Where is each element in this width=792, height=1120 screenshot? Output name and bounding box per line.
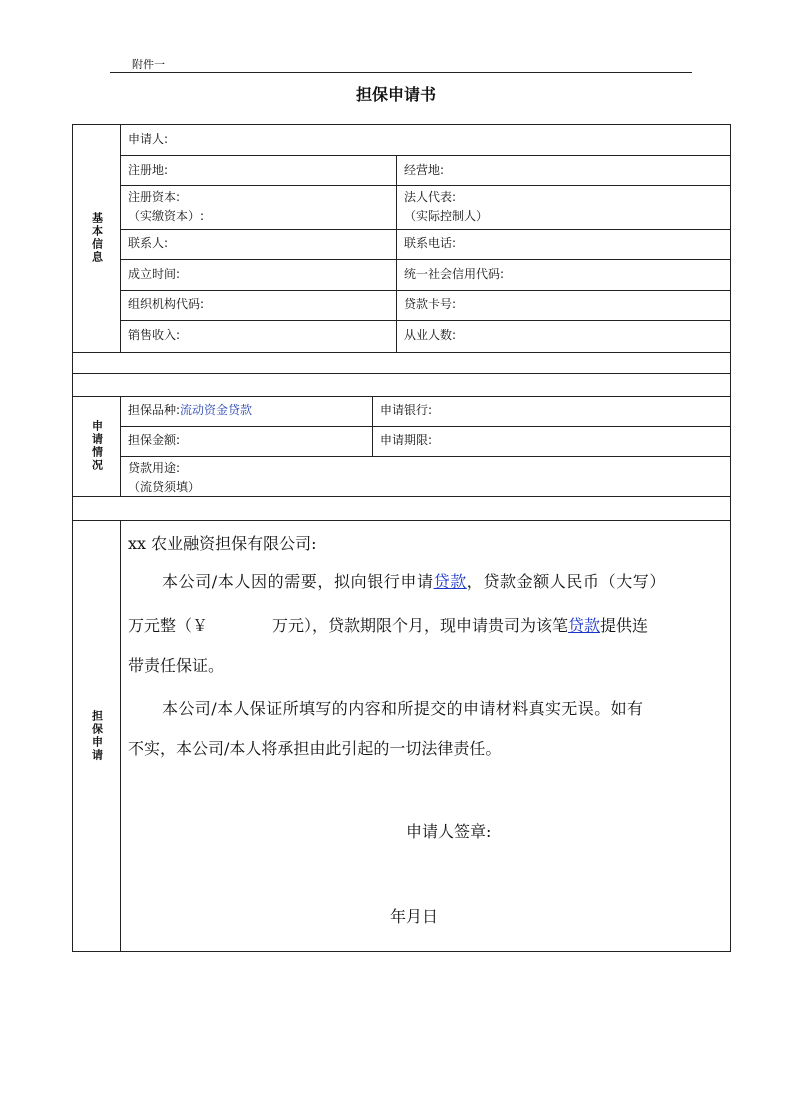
letter-salutation: xx 农业融资担保有限公司: bbox=[128, 534, 317, 553]
section-line bbox=[72, 352, 731, 353]
document-title: 担保申请书 bbox=[355, 85, 436, 104]
loan-link-2[interactable]: 贷款 bbox=[568, 616, 601, 635]
row-line bbox=[120, 229, 731, 230]
field-legal-rep: 法人代表: bbox=[404, 190, 457, 204]
field-amount: 担保金额: bbox=[128, 433, 181, 447]
row-line bbox=[120, 185, 731, 186]
signature-label: 申请人签章: bbox=[406, 822, 492, 841]
field-purpose-note: （流贷须填） bbox=[128, 480, 201, 494]
letter-line-2: 万元整（￥ 万元），贷款期限个月，现申请贵司为该笔贷款提供连 bbox=[128, 616, 649, 635]
field-employees: 从业人数: bbox=[404, 328, 457, 342]
field-loan-card: 贷款卡号: bbox=[404, 297, 457, 311]
field-biz-place: 经营地: bbox=[404, 163, 445, 177]
field-actual-controller: （实际控制人） bbox=[404, 209, 489, 223]
header-rule bbox=[110, 72, 692, 73]
row-line bbox=[120, 426, 731, 427]
date-label: 年月日 bbox=[390, 907, 439, 926]
loan-link-1[interactable]: 贷款 bbox=[433, 572, 467, 591]
letter-line-5: 不实，本公司/本人将承担由此引起的一切法律责任。 bbox=[128, 739, 502, 758]
section-label-guarantee: 担保申请 bbox=[90, 710, 104, 762]
field-sales: 销售收入: bbox=[128, 328, 181, 342]
field-guarantee-variety bbox=[128, 401, 252, 420]
section-line bbox=[72, 373, 731, 374]
row-line bbox=[120, 320, 731, 321]
row-line bbox=[120, 290, 731, 291]
variety-value: 流动资金贷款 bbox=[180, 403, 253, 417]
section-line bbox=[72, 396, 731, 397]
field-reg-capital: 注册资本: bbox=[128, 190, 181, 204]
field-found-date: 成立时间: bbox=[128, 267, 181, 281]
field-bank: 申请银行: bbox=[380, 403, 433, 417]
field-purpose: 贷款用途: bbox=[128, 461, 181, 475]
row-line bbox=[120, 259, 731, 260]
row-line bbox=[120, 456, 731, 457]
field-org-code: 组织机构代码: bbox=[128, 297, 205, 311]
attachment-label: 附件一 bbox=[132, 58, 165, 71]
variety-label: 担保品种: bbox=[128, 403, 181, 417]
letter-line-1: 本公司/本人因的需要，拟向银行申请贷款，贷款金额人民币（大写） bbox=[162, 572, 666, 591]
section-label-request: 申请情况 bbox=[90, 420, 104, 472]
section-label-basic: 基本信息 bbox=[90, 212, 104, 264]
field-applicant: 申请人: bbox=[128, 132, 169, 146]
section-line bbox=[72, 520, 731, 521]
field-reg-place: 注册地: bbox=[128, 163, 169, 177]
letter-line-3: 带责任保证。 bbox=[128, 656, 225, 675]
field-credit-code: 统一社会信用代码: bbox=[404, 267, 505, 281]
field-contact-phone: 联系电话: bbox=[404, 236, 457, 250]
field-term: 申请期限: bbox=[380, 433, 433, 447]
letter-line-4: 本公司/本人保证所填写的内容和所提交的申请材料真实无误。如有 bbox=[162, 699, 644, 718]
field-contact: 联系人: bbox=[128, 236, 169, 250]
row-line bbox=[120, 155, 731, 156]
field-paid-capital: （实缴资本）: bbox=[128, 209, 205, 223]
